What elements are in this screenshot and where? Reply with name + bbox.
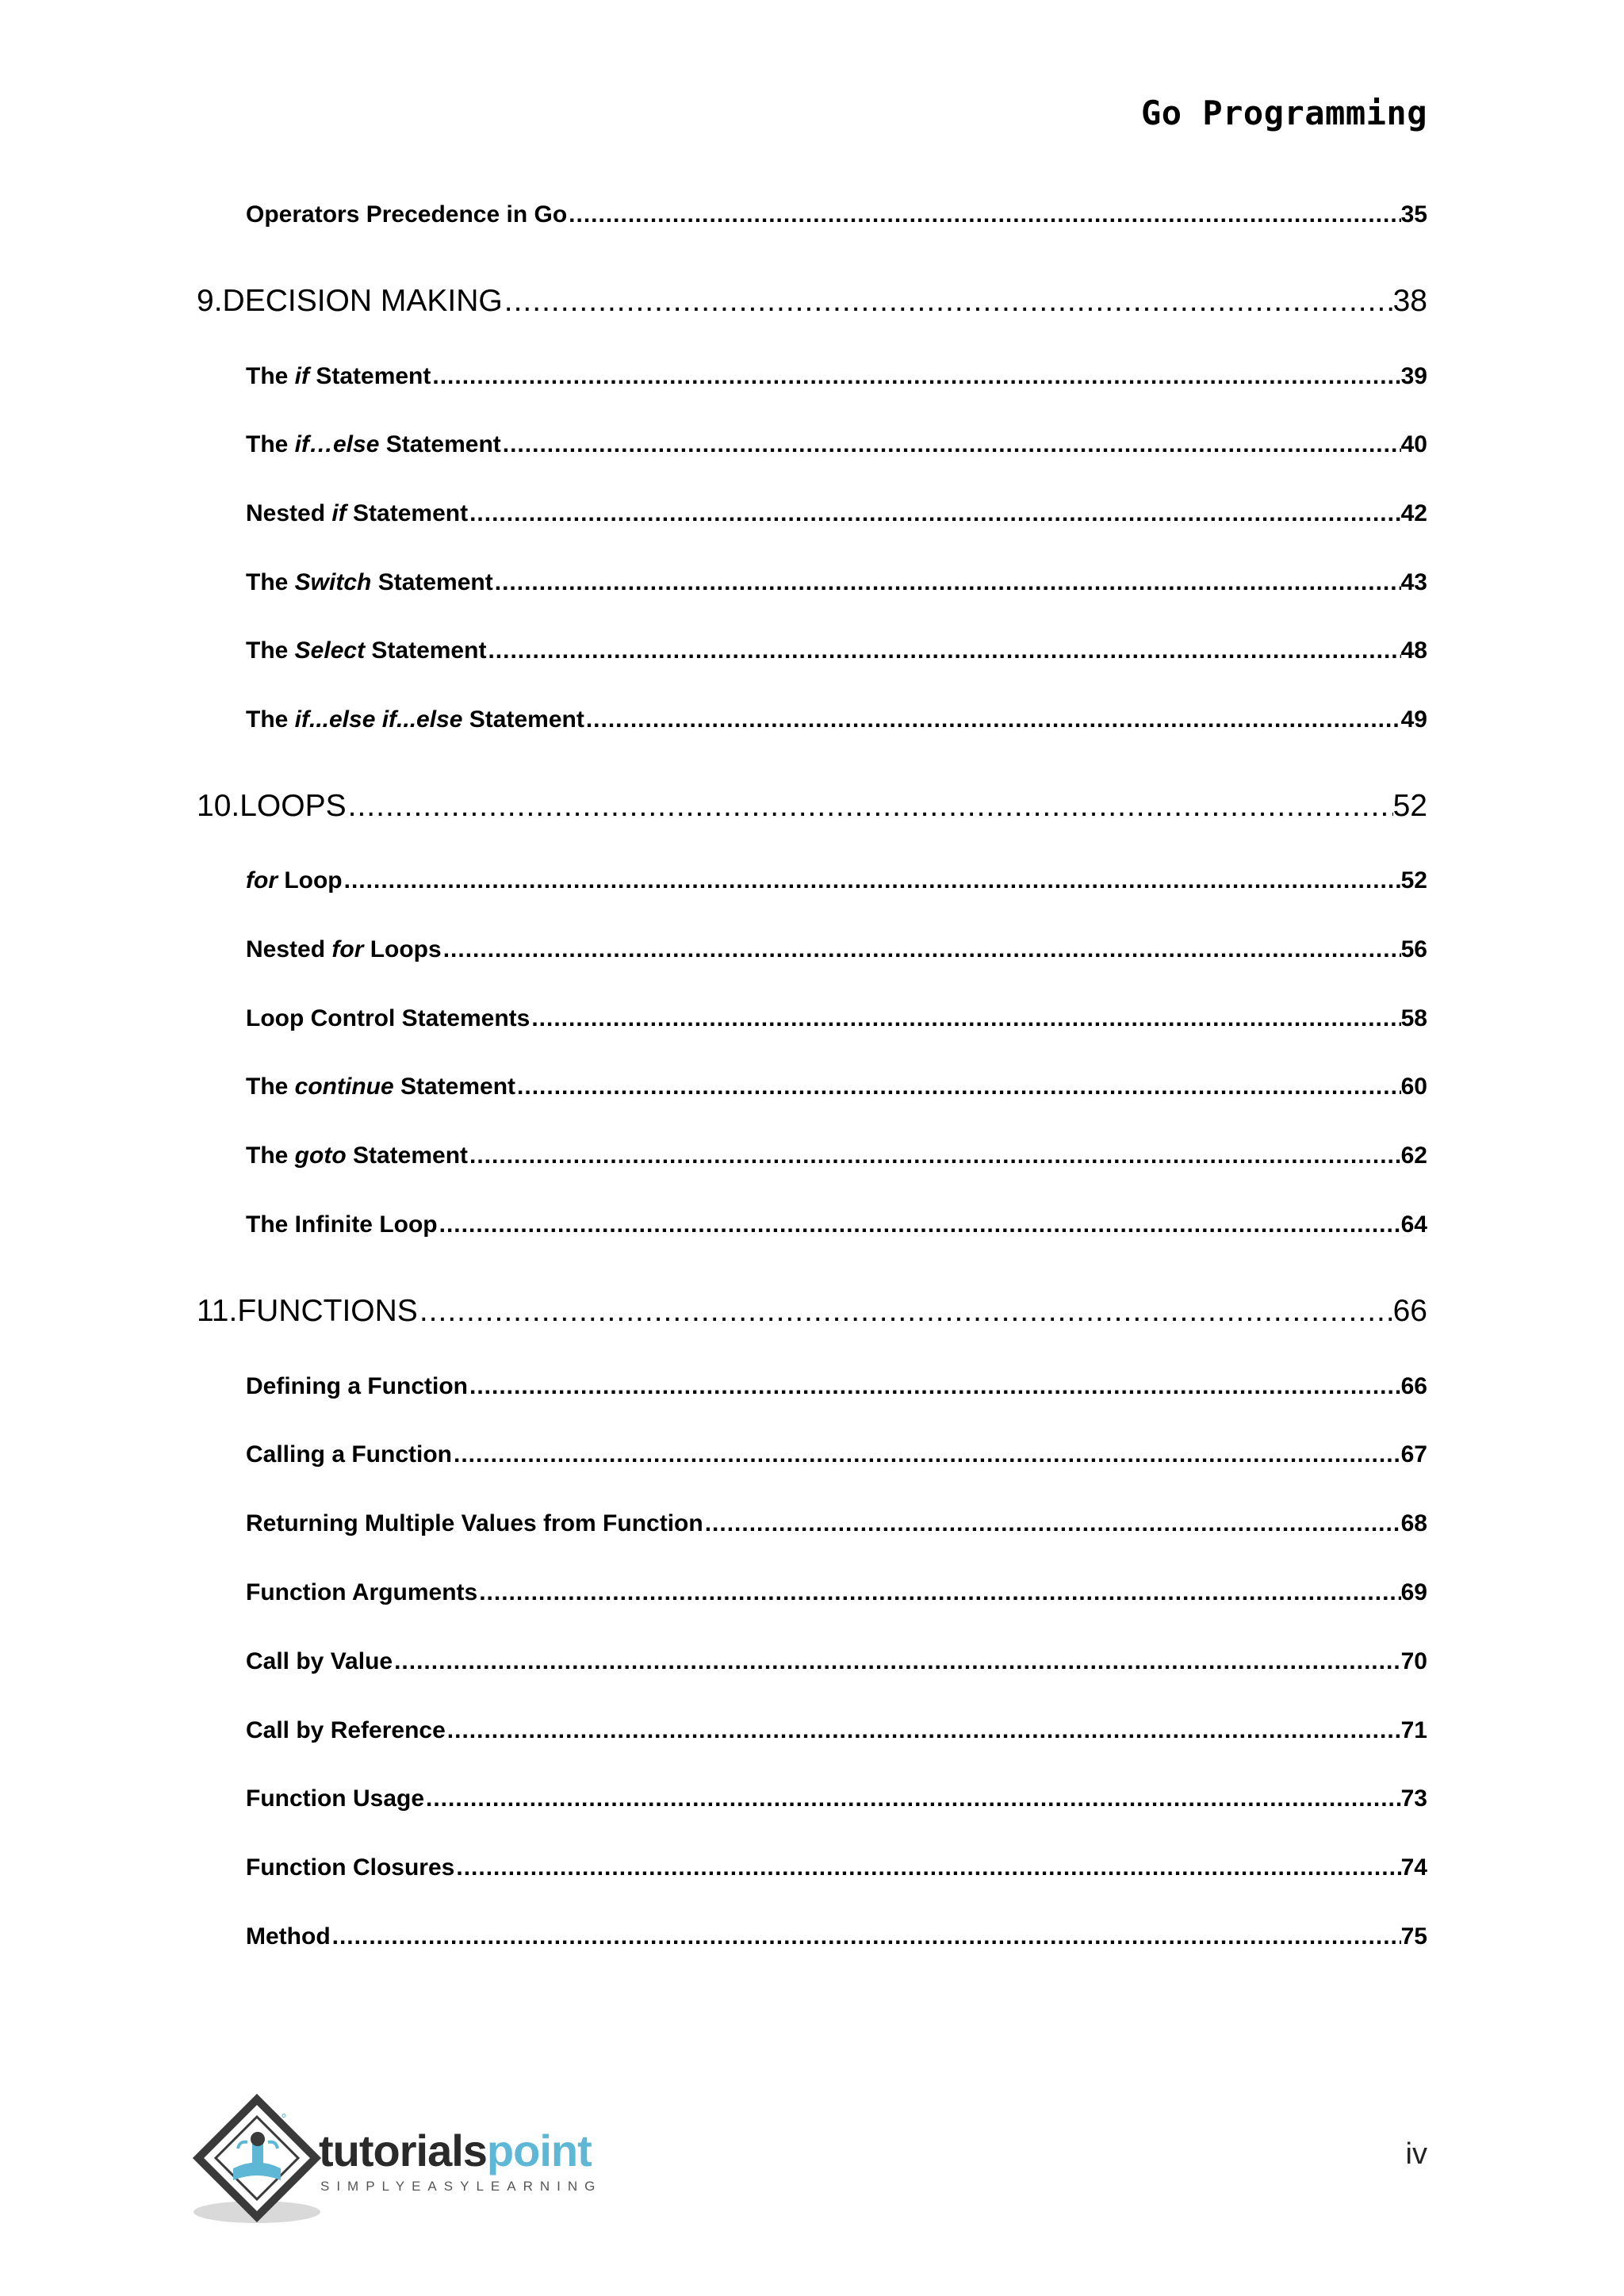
toc-page-number: 67 — [1400, 1441, 1427, 1468]
toc-label — [246, 1785, 424, 1812]
toc-entry[interactable] — [246, 1510, 1427, 1542]
header-title: Go Programming — [1140, 94, 1427, 132]
toc-entry[interactable] — [246, 867, 1427, 899]
toc-label — [239, 789, 346, 824]
toc-label-text: The — [246, 431, 295, 457]
toc-label-text: Nested — [246, 500, 332, 526]
toc-label-text: Statement — [462, 706, 584, 733]
toc-label — [246, 500, 468, 527]
toc-page-number: 66 — [1400, 1373, 1427, 1399]
toc-page-number: 66 — [1392, 1294, 1427, 1328]
toc-dot-leader — [703, 1510, 1401, 1537]
toc-chapter-number: 9. — [197, 284, 223, 318]
toc-dot-leader — [468, 500, 1401, 527]
toc-dot-leader — [438, 1211, 1401, 1238]
toc-page-number: 60 — [1400, 1073, 1427, 1100]
toc-label-text: The Infinite Loop — [246, 1211, 438, 1238]
toc-label-italic: if — [331, 500, 347, 526]
toc-label — [246, 1073, 515, 1100]
toc-label — [246, 1923, 331, 1950]
toc-label-text: Returning Multiple Values from Function — [246, 1510, 703, 1536]
toc-page-number: 71 — [1400, 1717, 1427, 1743]
toc-dot-leader — [452, 1441, 1401, 1468]
toc-label-text: Operators Precedence in Go — [246, 201, 568, 228]
toc-label — [246, 1142, 468, 1169]
toc-label — [246, 201, 567, 228]
toc-page-number: 69 — [1400, 1579, 1427, 1605]
toc-label — [246, 706, 584, 733]
toc-label-italic: if — [294, 363, 309, 389]
toc-label-text: Calling a Function — [246, 1441, 452, 1468]
toc-page-number: 49 — [1400, 706, 1427, 733]
toc-page-number: 52 — [1392, 789, 1427, 823]
toc-page-number: 56 — [1400, 936, 1427, 962]
toc-entry[interactable] — [246, 1923, 1427, 1955]
toc-label — [246, 1211, 438, 1238]
toc-label-text: Loops — [363, 936, 442, 962]
tutorialspoint-logo — [192, 2093, 636, 2228]
toc-dot-leader — [393, 1648, 1401, 1675]
toc-page-number: 40 — [1400, 431, 1427, 457]
toc-dot-leader — [501, 431, 1401, 458]
toc-label-italic: goto — [294, 1142, 347, 1169]
toc-page-number: 43 — [1400, 569, 1427, 595]
toc-page-number: 52 — [1400, 867, 1427, 894]
toc-entry[interactable] — [246, 431, 1427, 463]
toc-label-italic: Switch — [294, 569, 372, 595]
toc-dot-leader — [446, 1717, 1401, 1744]
toc-label-text: Statement — [346, 1142, 469, 1169]
toc-label — [246, 1510, 703, 1537]
toc-label-text: The — [246, 1142, 295, 1169]
toc-dot-leader — [503, 284, 1393, 319]
logo-tagline: SIMPLYEASYLEARNING — [320, 2179, 603, 2194]
toc-label — [246, 637, 486, 664]
logo-wordmark-part2: point — [486, 2126, 592, 2175]
toc-label — [246, 569, 493, 596]
toc-dot-leader — [343, 867, 1401, 894]
toc-entry[interactable] — [246, 363, 1427, 395]
toc-label-text: Statement — [393, 1073, 516, 1100]
toc-entry[interactable] — [246, 1373, 1427, 1405]
toc-label-text: Function Closures — [246, 1854, 455, 1881]
toc-page-number: 70 — [1400, 1648, 1427, 1674]
toc-chapter[interactable] — [197, 789, 1427, 830]
toc-label — [246, 431, 501, 458]
toc-label-text: Method — [246, 1923, 331, 1950]
toc-page-number: 38 — [1392, 284, 1427, 318]
toc-chapter[interactable] — [197, 1294, 1427, 1335]
toc-page-number: 42 — [1400, 500, 1427, 526]
toc-dot-leader — [442, 936, 1401, 963]
toc-dot-leader — [424, 1785, 1401, 1812]
toc-page-number: 73 — [1400, 1785, 1427, 1812]
toc-label-text: The — [246, 569, 295, 595]
toc-label-italic: for — [331, 936, 364, 962]
toc-label — [246, 1005, 530, 1032]
toc-label-text: LOOPS — [239, 789, 347, 823]
toc-label-text: Nested — [246, 936, 332, 962]
toc-page-number: 39 — [1400, 363, 1427, 389]
toc-page-number: 35 — [1400, 201, 1427, 228]
toc-page-number: 74 — [1400, 1854, 1427, 1881]
toc-dot-leader — [454, 1854, 1400, 1881]
toc-page-number: 64 — [1400, 1211, 1427, 1238]
toc-dot-leader — [477, 1579, 1400, 1606]
toc-label — [223, 284, 503, 319]
toc-label-text: Defining a Function — [246, 1373, 468, 1399]
toc-label-italic: if…else — [294, 431, 380, 457]
toc-entry[interactable] — [246, 1717, 1427, 1749]
toc-entry[interactable] — [246, 569, 1427, 601]
toc-label-text: Statement — [346, 500, 469, 526]
toc-label-italic: for — [246, 867, 278, 894]
toc-entry[interactable] — [246, 201, 1427, 233]
logo-diamond-icon — [192, 2093, 327, 2228]
toc-page-number: 62 — [1400, 1142, 1427, 1169]
toc-label-text: The — [246, 706, 295, 733]
svg-text:°: ° — [281, 2111, 287, 2126]
toc-label-text: Call by Reference — [246, 1717, 446, 1743]
toc-entry[interactable] — [246, 1142, 1427, 1174]
toc-entry[interactable] — [246, 1785, 1427, 1817]
toc-entry[interactable] — [246, 1648, 1427, 1680]
toc-label — [237, 1294, 418, 1329]
logo-wordmark — [319, 2125, 592, 2176]
toc-label-italic: Select — [294, 637, 366, 664]
toc-entry[interactable] — [246, 1211, 1427, 1243]
toc-dot-leader — [331, 1923, 1401, 1950]
toc-page-number: 58 — [1400, 1005, 1427, 1031]
toc-entry[interactable] — [246, 500, 1427, 532]
page-number: iv — [1405, 2137, 1427, 2171]
toc-label — [246, 1579, 477, 1606]
toc-label-text: The — [246, 1073, 295, 1100]
toc-dot-leader — [468, 1142, 1401, 1169]
toc-label-text: Statement — [309, 363, 431, 389]
toc-label — [246, 1717, 446, 1744]
toc-label — [246, 936, 442, 963]
toc-page-number: 75 — [1400, 1923, 1427, 1950]
toc-label-text: The — [246, 637, 295, 664]
toc-entry[interactable] — [246, 1854, 1427, 1886]
logo-wordmark-part1: tutorials — [319, 2126, 487, 2175]
toc-chapter-number: 11. — [197, 1294, 238, 1328]
toc-label — [246, 1441, 452, 1468]
toc-dot-leader — [418, 1294, 1393, 1329]
toc-entry[interactable] — [246, 637, 1427, 669]
toc-dot-leader — [486, 637, 1400, 664]
toc-label-text: Statement — [379, 431, 501, 457]
toc-dot-leader — [347, 789, 1393, 824]
toc-dot-leader — [567, 201, 1400, 228]
toc-dot-leader — [515, 1073, 1401, 1100]
toc-dot-leader — [493, 569, 1401, 596]
toc-label-text: Loop Control Statements — [246, 1005, 530, 1031]
toc-dot-leader — [584, 706, 1401, 733]
toc-entry[interactable] — [246, 1579, 1427, 1611]
toc-dot-leader — [530, 1005, 1400, 1032]
toc-label-text: Call by Value — [246, 1648, 393, 1674]
toc-dot-leader — [431, 363, 1400, 390]
toc-chapter[interactable] — [197, 284, 1427, 325]
toc-entry[interactable] — [246, 1005, 1427, 1037]
toc-label-text: Loop — [278, 867, 343, 894]
toc-label — [246, 1854, 454, 1881]
toc-entry[interactable] — [246, 706, 1427, 738]
toc-label-text: The — [246, 363, 295, 389]
toc-label-italic: if...else if...else — [294, 706, 463, 733]
toc-label-italic: continue — [294, 1073, 394, 1100]
toc-label — [246, 363, 431, 390]
toc-entry[interactable] — [246, 1441, 1427, 1473]
toc-label-text: Statement — [365, 637, 487, 664]
toc-label — [246, 1648, 393, 1675]
toc-chapter-number: 10. — [197, 789, 240, 823]
toc-page-number: 68 — [1400, 1510, 1427, 1536]
toc-label-text: Function Usage — [246, 1785, 425, 1812]
toc-label-text: DECISION MAKING — [222, 284, 503, 318]
toc-label — [246, 867, 343, 894]
toc-page-number: 48 — [1400, 637, 1427, 664]
toc-dot-leader — [468, 1373, 1401, 1400]
toc-entry[interactable] — [246, 1073, 1427, 1105]
toc-label-text: Statement — [371, 569, 493, 595]
toc-label-text: FUNCTIONS — [237, 1294, 418, 1328]
toc-label — [246, 1373, 468, 1400]
toc-label-text: Function Arguments — [246, 1579, 478, 1605]
toc-entry[interactable] — [246, 936, 1427, 968]
